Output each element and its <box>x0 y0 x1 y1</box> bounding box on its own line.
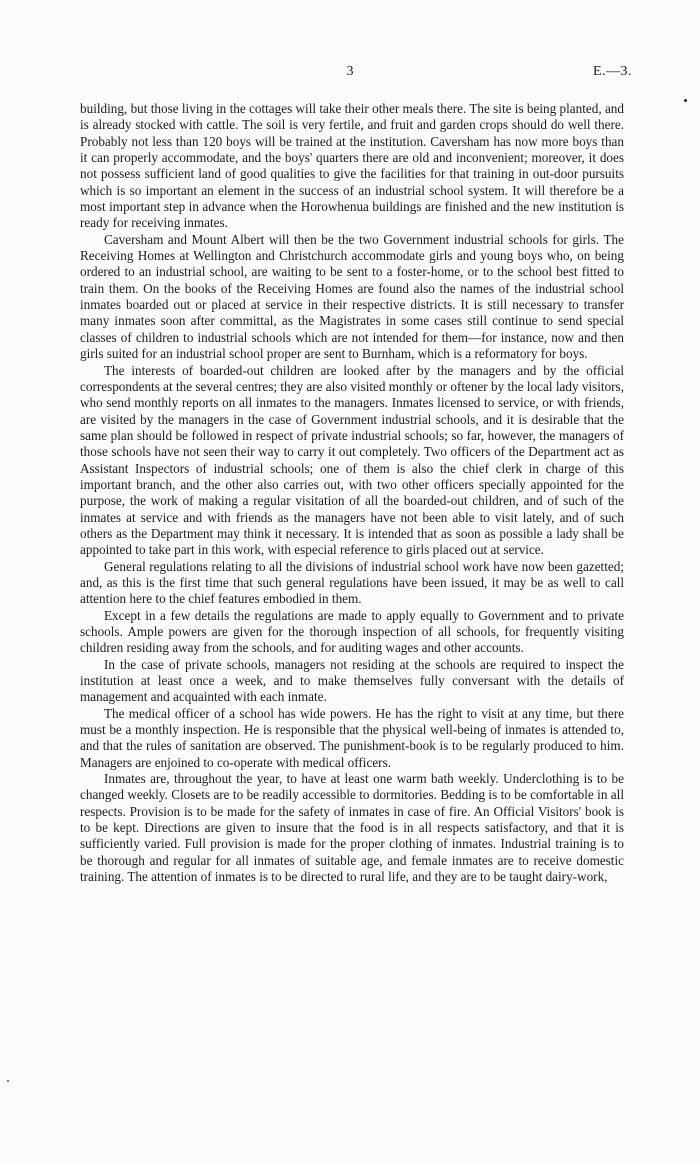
document-reference: E.—3. <box>592 64 632 79</box>
paragraph-private-schools: In the case of private schools, managers not residing at the schools are required to inspect the institution at least once a week, and to make themselves fully conversant with the details of management and acquainted with each inmate. <box>80 656 624 705</box>
page-number: 3 <box>346 64 354 79</box>
body-text <box>80 101 624 886</box>
paragraph-general-regulations: General regulations relating to all the divisions of industrial school work have now been gazetted; and, as this is the first time that such general regulations have been issued, it may be as well to call attention here to the chief features embodied in them. <box>80 558 624 607</box>
paragraph-regulations-scope: Except in a few details the regulations are made to apply equally to Government and to private schools. Ample powers are given for the thorough inspection of all schools, for frequently visiting children residing away from the schools, and for auditing wages and other accounts. <box>80 607 624 656</box>
paragraph-medical-officer: The medical officer of a school has wide powers. He has the right to visit at any time, but there must be a monthly inspection. He is responsible that the physical well-being of inmates is attended to, and that the rules of sanitation are observed. The punishment-book is to be regularly produced to him. Managers are enjoined to co-operate with medical officers. <box>80 705 624 770</box>
scan-speck <box>7 1080 9 1082</box>
paragraph-inmate-care: Inmates are, throughout the year, to have at least one warm bath weekly. Underclothing is to be changed weekly. Closets are to be readily accessible to dormitories. Bedding is to be comfortable in all respects. Provision is to be made for the safety of inmates in case of fire. An Official Visitors' book is to be kept. Directions are given to insure that the food is in all respects satisfactory, and that it is sufficiently varied. Full provision is made for the proper clothing of inmates. Industrial training is to be thorough and regular for all inmates of suitable age, and female inmates are to receive domestic training. The attention of inmates is to be directed to rural life, and they are to be taught dairy-work, <box>80 771 624 885</box>
scan-speck <box>684 99 687 102</box>
paragraph-girls-schools: Caversham and Mount Albert will then be the two Government industrial schools for girls. The Receiving Homes at Wellington and Christchurch accommodate girls and young boys who, on being ordered to an industrial school, are waiting to be sent to a foster-home, or to the school best fitted to train them. On the books of the Receiving Homes are found also the names of the industrial school inmates boarded out or placed at service in their respective districts. It is still necessary to transfer many inmates soon after committal, as the Magistrates in some cases still continue to send special classes of children to industrial schools which are not intended for them—for instance, now and then girls suited for an industrial school proper are sent to Burnham, which is a reformatory for boys. <box>80 231 624 362</box>
paragraph-boarded-out-children: The interests of boarded-out children are looked after by the managers and by the official correspondents at the several centres; they are also visited monthly or oftener by the local lady visitors, who send monthly reports on all inmates to the managers. Inmates licensed to service, or with friends, are visited by the managers in the case of Government industrial schools, and it is desirable that the same plan should be followed in respect of private industrial schools; so far, however, the managers of those schools have not seen their way to carry it out completely. Two officers of the Department act as Assistant Inspectors of industrial schools; one of them is also the chief clerk in charge of this important branch, and the other also carries out, with two other officers specially appointed for the purpose, the work of making a regular visitation of all the boarded-out children, and of such of the inmates at service and with friends as the managers have not been able to visit lately, and of such others as the Department may think it necessary. It is intended that as soon as possible a lady shall be appointed to take part in this work, with especial reference to girls placed out at service. <box>80 362 624 558</box>
paragraph-horowhenua-continuation: building, but those living in the cottages will take their other meals there. The site is being planted, and is already stocked with cattle. The soil is very fertile, and fruit and garden crops should do well there. Probably not less than 120 boys will be trained at the institution. Caversham has now more boys than it can properly accommodate, and the boys' quarters there are old and inconvenient; moreover, it does not possess sufficient land of good qualities to give the facilities for that training in out-door pursuits which is so important an element in the success of an industrial school system. It will therefore be a most important step in advance when the Horowhenua buildings are finished and the new institution is ready for receiving inmates. <box>80 101 624 231</box>
